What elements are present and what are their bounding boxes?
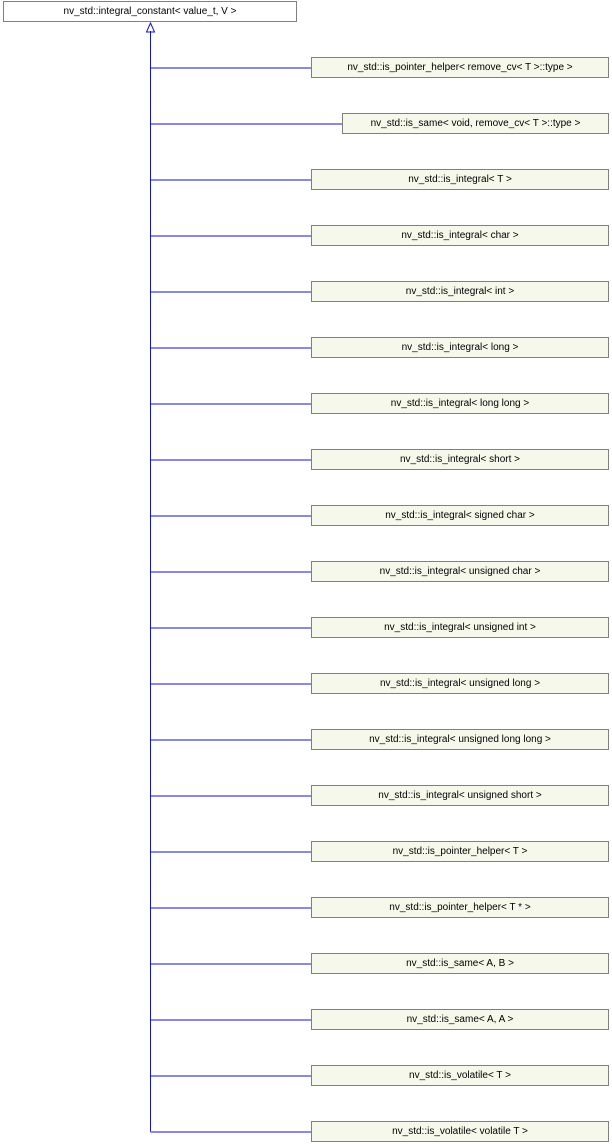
class-node-root[interactable] (3, 1, 297, 22)
class-node[interactable] (311, 561, 609, 582)
class-node[interactable] (311, 1121, 609, 1142)
class-node[interactable] (311, 57, 609, 78)
class-node[interactable] (311, 505, 609, 526)
class-node-label: nv_std::is_volatile< T > (409, 1069, 511, 1081)
class-node-label: nv_std::is_same< void, remove_cv< T >::type > (370, 117, 581, 129)
class-node[interactable] (311, 393, 609, 414)
class-node-label: nv_std::is_integral< signed char > (385, 509, 535, 521)
class-node-label: nv_std::is_pointer_helper< remove_cv< T >::type > (347, 61, 573, 73)
class-node[interactable] (311, 617, 609, 638)
class-node-label: nv_std::integral_constant< value_t, V > (63, 5, 237, 17)
class-node[interactable] (311, 281, 609, 302)
class-node-label: nv_std::is_same< A, A > (406, 1013, 514, 1025)
class-node-label: nv_std::is_integral< unsigned short > (378, 789, 542, 801)
class-node-label: nv_std::is_integral< long long > (390, 397, 530, 409)
class-node-label: nv_std::is_integral< unsigned char > (379, 565, 541, 577)
class-node[interactable] (311, 169, 609, 190)
class-node-label: nv_std::is_integral< unsigned int > (384, 621, 536, 633)
class-node-label: nv_std::is_same< A, B > (406, 957, 514, 969)
class-node-label: nv_std::is_integral< unsigned long long > (369, 733, 551, 745)
class-node[interactable] (311, 1009, 609, 1030)
class-node[interactable] (311, 225, 609, 246)
class-node[interactable] (342, 113, 609, 134)
class-node-label: nv_std::is_pointer_helper< T * > (389, 901, 531, 913)
class-node[interactable] (311, 953, 609, 974)
class-node[interactable] (311, 1065, 609, 1086)
class-node-label: nv_std::is_integral< char > (401, 229, 519, 241)
class-node[interactable] (311, 449, 609, 470)
class-node-label: nv_std::is_integral< unsigned long > (379, 677, 541, 689)
class-node-label: nv_std::is_integral< int > (405, 285, 515, 297)
class-node-label: nv_std::is_volatile< volatile T > (392, 1125, 528, 1137)
class-node-label: nv_std::is_integral< T > (408, 173, 512, 185)
class-node-label: nv_std::is_integral< long > (401, 341, 519, 353)
class-node[interactable] (311, 337, 609, 358)
class-node-label: nv_std::is_integral< short > (399, 453, 521, 465)
class-node-label: nv_std::is_pointer_helper< T > (392, 845, 528, 857)
class-node[interactable] (311, 897, 609, 918)
class-node[interactable] (311, 785, 609, 806)
class-node[interactable] (311, 729, 609, 750)
class-node[interactable] (311, 673, 609, 694)
class-node[interactable] (311, 841, 609, 862)
